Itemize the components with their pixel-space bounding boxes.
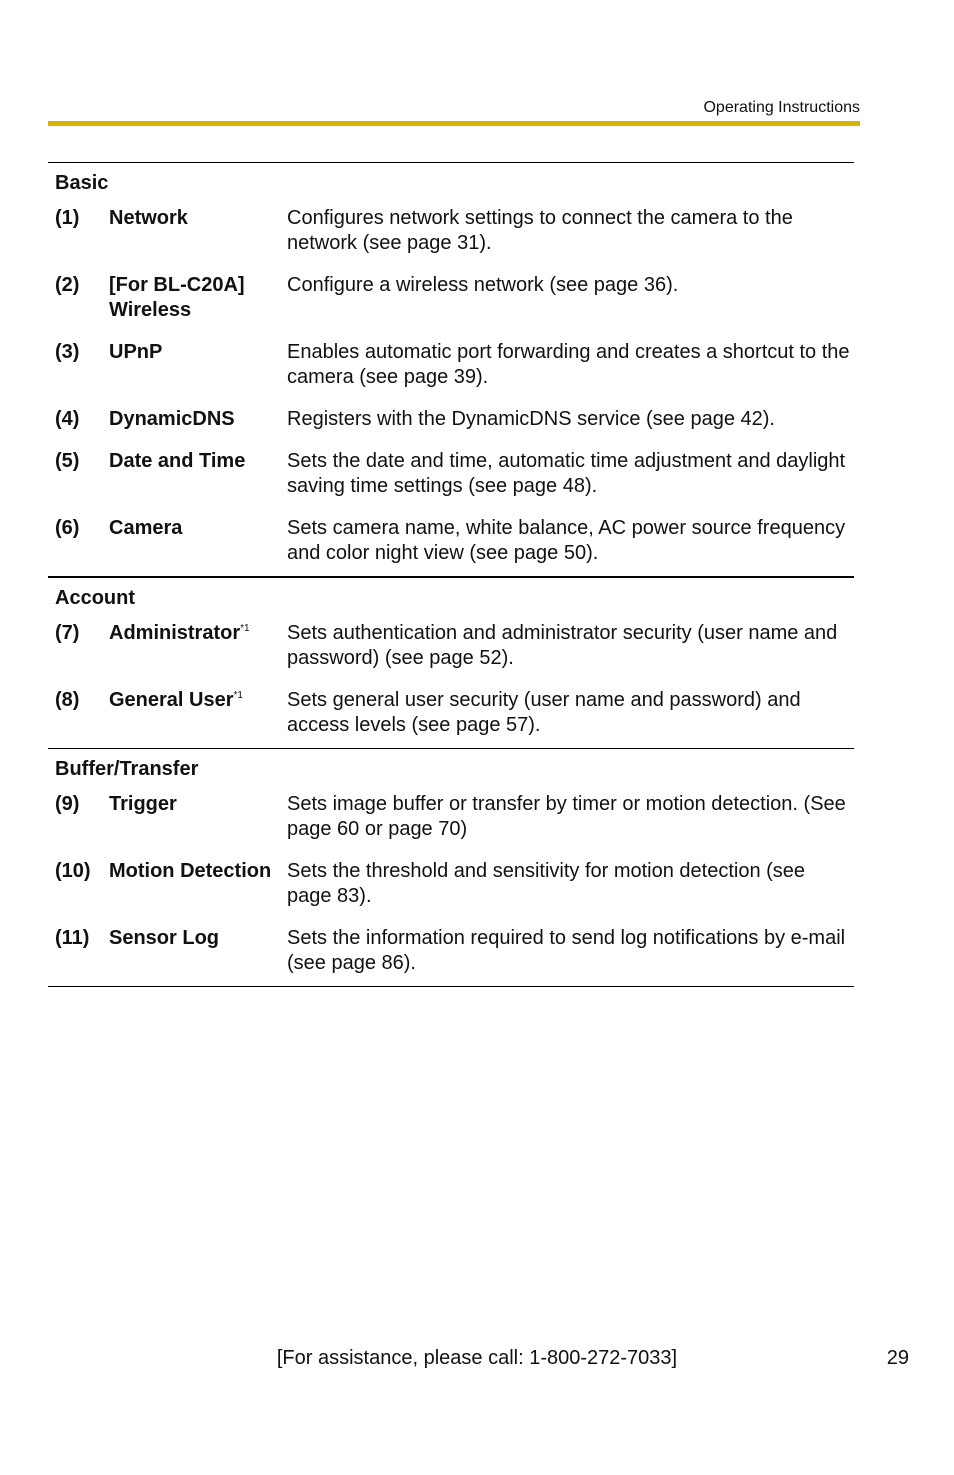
- row-number: (11): [55, 927, 90, 949]
- section-title: Buffer/Transfer: [55, 758, 199, 780]
- section-title: Basic: [55, 172, 109, 194]
- assistance-footer: [For assistance, please call: 1-800-272-7033]: [276, 1347, 678, 1369]
- row-name: UPnP: [109, 341, 163, 363]
- row-description: Sets the threshold and sensitivity for motion detection (see page 83).: [287, 860, 806, 907]
- page-number: 29: [886, 1347, 909, 1369]
- running-header: Operating Instructions: [703, 99, 860, 116]
- section-basic: [48, 163, 854, 578]
- row-name: Administrator$^{*1}$: [109, 622, 250, 644]
- table-row: [48, 340, 854, 390]
- table-row: [48, 206, 854, 256]
- footnote-marker: *1: [233, 690, 243, 701]
- row-description: Sets the information required to send log notifications by e-mail (see page 86).: [287, 927, 846, 974]
- row-number: (6): [55, 517, 80, 539]
- table-row: [48, 926, 854, 976]
- row-number: (9): [55, 793, 80, 815]
- table-row: [48, 449, 854, 499]
- row-description: Sets general user security (user name and password) and access levels (see page 57).: [287, 689, 801, 736]
- row-name: Motion Detection: [109, 860, 272, 882]
- row-number: (1): [55, 207, 80, 229]
- table-row: [48, 621, 854, 671]
- row-name: Camera: [109, 517, 183, 539]
- row-description: Sets image buffer or transfer by timer or motion detection. (See page 60 or page 70): [287, 793, 846, 840]
- section-account: [48, 578, 854, 749]
- table-row: [48, 407, 854, 432]
- row-number: (2): [55, 274, 80, 296]
- row-number: (7): [55, 622, 80, 644]
- header-rule: [48, 121, 860, 126]
- row-description: Sets camera name, white balance, AC power source frequency and color night view (see page 50).: [287, 517, 846, 564]
- row-name: Network: [109, 207, 188, 229]
- table-row: [48, 792, 854, 842]
- row-description: Enables automatic port forwarding and creates a shortcut to the camera (see page 39).: [287, 341, 850, 388]
- table-row: [48, 516, 854, 566]
- table-row: [48, 273, 854, 323]
- footnote-marker: *1: [240, 623, 250, 634]
- row-name: General User$^{*1}$: [109, 689, 243, 711]
- row-name: Date and Time: [109, 450, 246, 472]
- row-description: Configures network settings to connect the camera to the network (see page 31).: [287, 207, 793, 254]
- row-name: DynamicDNS: [109, 408, 235, 430]
- row-description: Sets the date and time, automatic time adjustment and daylight saving time settings (see page 48).: [287, 450, 846, 497]
- section-buffer-transfer: [48, 749, 854, 987]
- row-name: [For BL-C20A] Wireless: [109, 274, 245, 321]
- table-row: [48, 859, 854, 909]
- settings-table: [48, 162, 854, 987]
- row-number: (3): [55, 341, 80, 363]
- row-number: (4): [55, 408, 80, 430]
- row-number: (5): [55, 450, 80, 472]
- row-name: Sensor Log: [109, 927, 220, 949]
- row-description: Registers with the DynamicDNS service (see page 42).: [287, 408, 775, 430]
- row-description: Configure a wireless network (see page 36).: [287, 274, 679, 296]
- row-number: (10): [55, 860, 91, 882]
- row-number: (8): [55, 689, 80, 711]
- row-name: Trigger: [109, 793, 177, 815]
- row-description: Sets authentication and administrator security (user name and password) (see page 52).: [287, 622, 838, 669]
- section-title: Account: [55, 587, 135, 609]
- table-row: [48, 688, 854, 738]
